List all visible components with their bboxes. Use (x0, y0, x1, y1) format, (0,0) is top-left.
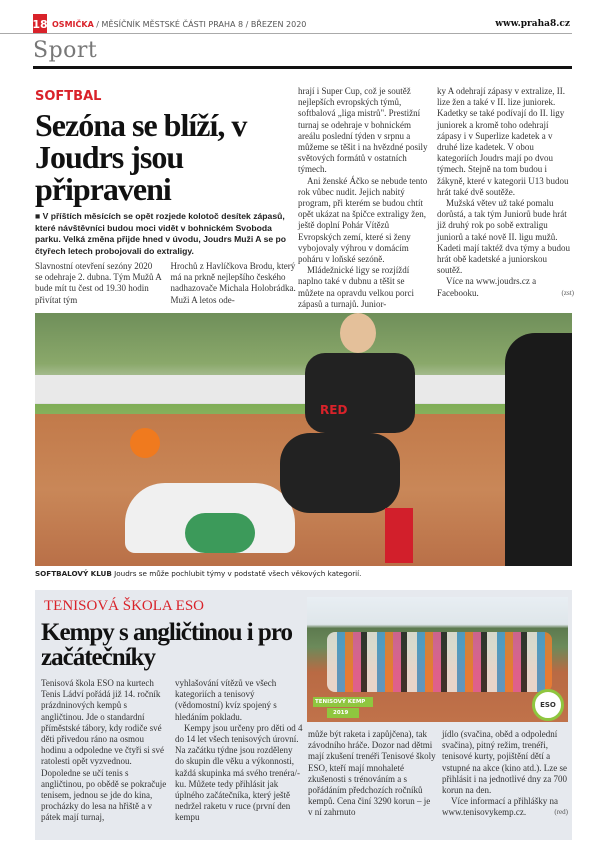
tennis-col-1 (41, 678, 169, 824)
softball-col-3 (298, 86, 432, 310)
paragraph: Mládežnické ligy se rozjíždí naplno také v dubnu a těšit se můžete na opravdu velkou porci zápasů a turnajů. Junior- (298, 265, 414, 309)
softball-lead: ■ V příštích měsících se opět rozjede kolotoč desítek zápasů, které návštěvníci budou moci vidět v bohnickém Svoboda parku. Velká změna přijde hned v úvodu, Joudrs Muži A se po čtyřech letech probojovali do extraligy. (35, 211, 287, 256)
tennis-col-3 (308, 729, 436, 819)
softball-col-4 (437, 86, 574, 299)
paragraph: ky A odehrají zápasy v extralize, II. lize žen a také v II. lize juniorek. Kadetky se také podívají do II. ligy juniorek a kromě toho odehrají zápasy i v Superlize kadetek a v druhé lize kadetek. V obou kategoriích Joudrs mají po dvou týmech. Stejně na tom budou i žákyně, které v kategorii U13 budou hrát také dvě soutěže. (437, 86, 569, 197)
paragraph: Ani ženské Áčko se nebude tento rok vůbec nudit. Jejich nabitý program, při kterém se budou chtít opět ukázat na špičce extraligy žen, ještě doplní Pohár Vítězů Evropských zemí, které si ženy vybojovaly výhrou v domácím poháru v loňské sezóně. (298, 175, 428, 265)
tennis-kicker: TENISOVÁ ŠKOLA ESO (44, 598, 205, 614)
issue-info: / MĚSÍČNÍK MĚSTSKÉ ČÁSTI PRAHA 8 / BŘEZEN 2020 (93, 20, 307, 29)
softball-headline: Sezóna se blíží, v Joudrs jsou připraveni (35, 107, 247, 207)
softball-col-1 (35, 261, 162, 306)
paragraph: Hrochů z Havlíčkova Brodu, který má na prkně nejlepšího českého nadhazovače Michala Holobrádka. Muži A letos ode- (170, 261, 296, 305)
header-divider (0, 33, 572, 34)
page-number: 18 (33, 14, 47, 33)
paragraph: hrají i Super Cup, což je soutěž nejlepších evropských týmů, softbalová „liga mistrů". Prestižní turnaj se odehraje v bohnickém areálu poslední týden v srpnu a můžeme se těšit i na hvězdné posily světových formátů v ostatních týmech. (298, 86, 428, 175)
lead-text: V příštích měsících se opět rozjede kolotoč desítek zápasů, které návštěvníci budou moci vidět v bohnickém Svoboda parku. Velká změna přijde hned v úvodu, Joudrs Muži A se po čtyřech letech probojovali do extraligy. (35, 211, 287, 256)
photo-caption (35, 569, 361, 578)
paragraph: Více na www.joudrs.cz a Facebooku. (437, 276, 537, 298)
paragraph: Tenisová škola ESO na kurtech Tenis Ládví pořádá již 14. ročník prázdninových kempů s angličtinou. Jde o standardní příměstské tábory, kdy rodiče své děti přivedou ráno na osmou hodinu a odpoledne ve čtyři si své ratolesti opět vyzvednou. Dopoledne se učí tenis s angličtinou, po obědě se pokračuje tenisem, jednou se jde do kina, procházky do lesa na hřiště a v pátek mají turnaj, (41, 678, 167, 823)
author-signature: (red) (554, 808, 568, 817)
website-link[interactable]: www.praha8.cz (495, 19, 570, 29)
section-divider (33, 66, 572, 69)
caption-bold: SOFTBALOVÝ KLUB (35, 569, 112, 578)
softball-body-columns (35, 261, 297, 306)
eso-logo: ESO (532, 689, 564, 721)
paragraph: Slavnostní otevření sezóny 2020 se odehraje 2. dubna. Tým Mužů A bude mít tu čest od 19.30 hodin přivítat tým (35, 261, 162, 305)
softball-photo (35, 313, 572, 566)
tennis-headline: Kempy s angličtinou i pro začátečníky (41, 619, 292, 671)
paragraph: Více informací a přihlášky na www.tenisovykemp.cz. (442, 796, 558, 818)
caption-text: Joudrs se může pochlubit týmy v podstatě všech věkových kategorií. (111, 569, 362, 578)
paragraph: Mužská větev už také pomalu dorůstá, a tak tým Juniorů bude hrát již druhý rok po sobě extraligu juniorů a také nově II. ligu mužů. Kadeti mají taktéž dva týmy a budou hrát obě kadetské a juniorskou soutěž. (437, 198, 570, 276)
tennis-camp-photo (307, 597, 568, 722)
paragraph: může být raketa i zapůjčena), tak závodního hráče. Dozor nad dětmi mají zkušení trenéři Tenisové školy ESO, kteří mají mnohaleté zkušenosti s trénováním a s pořádáním předchozích ročníků kempů. Cena činí 3290 korun – je v ní zahrnuto (308, 729, 436, 818)
tennis-col-2 (175, 678, 303, 824)
section-title: Sport (33, 38, 98, 63)
softball-kicker: SOFTBAL (35, 89, 102, 104)
badge-title: TENISOVÝ KEMP (313, 697, 373, 707)
paragraph: jídlo (svačina, oběd a odpolední svačina), pitný režim, trenéři, tenisové kurty, pojištění dětí a vstupné na akce (kino atd.). Lze se přihlásit i na jednotlivé dny za 700 korun na den. (442, 729, 567, 796)
author-signature: (zst) (561, 288, 574, 297)
badge-year: 2019 (327, 708, 359, 718)
masthead (52, 20, 306, 29)
tennis-col-4 (442, 729, 568, 819)
softball-left-column (35, 89, 297, 306)
jersey-text: RED (320, 403, 348, 417)
paragraph: vyhlašování vítězů ve všech kategoriích a tenisový (vědomostní) kvíz spojený s hledáním pokladu. (175, 678, 277, 722)
softball-col-2 (171, 261, 298, 306)
magazine-name: OSMIČKA (52, 20, 94, 29)
paragraph: Kempy jsou určeny pro děti od 4 do 14 let všech tenisových úrovní. Na začátku týdne jsou rozděleny do skupin dle věku a výkonnosti, každá skupinka má svého trenéra/-ku. Můžete tedy přihlásit jak úplného začátečníka, který ještě nedržel raketu v ruce (první den kempu (175, 722, 303, 823)
